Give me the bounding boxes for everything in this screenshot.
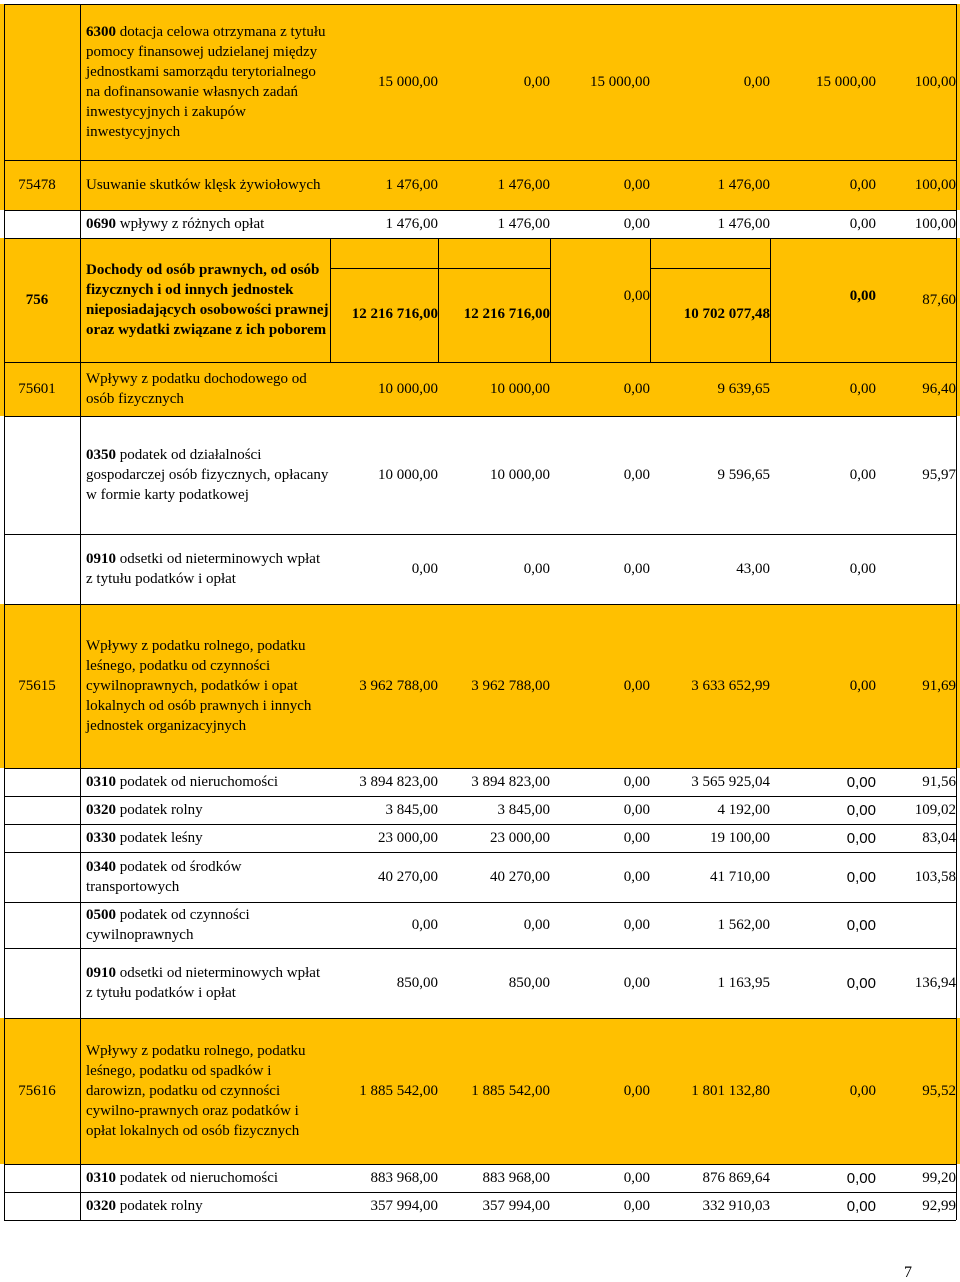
value-col-5: 0,00 (846, 916, 876, 934)
value-col-1: 3 894 823,00 (359, 773, 438, 790)
value-col-5: 0,00 (849, 288, 876, 304)
row-code: 75616 (18, 1082, 56, 1099)
value-col-2: 0,00 (523, 916, 550, 933)
grid-line (650, 238, 651, 362)
value-col-3: 0,00 (623, 1082, 650, 1099)
value-col-5: 0,00 (849, 176, 876, 193)
grid-line (4, 1018, 956, 1019)
table-row (0, 604, 960, 768)
value-col-3: 0,00 (623, 829, 650, 846)
value-col-2: 40 270,00 (490, 868, 550, 885)
value-col-1: 40 270,00 (378, 868, 438, 885)
value-col-5: 0,00 (849, 560, 876, 577)
grid-line (4, 160, 956, 161)
grid-line (4, 238, 956, 239)
value-col-5: 0,00 (846, 974, 876, 992)
row-code (0, 210, 74, 238)
table-row (0, 768, 960, 796)
value-col-3: 0,00 (623, 677, 650, 694)
value-col-6: 136,94 (914, 974, 956, 991)
value-col-2: 10 000,00 (490, 466, 550, 483)
value-col-4: 4 192,00 (717, 801, 770, 818)
table-row (0, 210, 960, 238)
grid-line (4, 796, 956, 797)
grid-line (956, 4, 957, 1220)
value-col-4: 10 702 077,48 (683, 306, 770, 322)
value-col-4: 1 163,95 (717, 974, 770, 991)
value-col-6: 103,58 (914, 868, 956, 885)
table-row (0, 362, 960, 416)
table-row (0, 852, 960, 902)
grid-line (4, 4, 956, 5)
value-col-2: 0,00 (523, 73, 550, 90)
grid-line (330, 268, 550, 269)
value-col-1: 850,00 (396, 974, 438, 991)
row-code: 756 (25, 291, 49, 308)
value-col-5: 0,00 (849, 677, 876, 694)
value-col-1: 3 845,00 (385, 801, 438, 818)
table-row (0, 1192, 960, 1220)
value-col-1: 1 885 542,00 (359, 1082, 438, 1099)
table-row (0, 1018, 960, 1164)
row-description: Dochody od osób prawnych, od osób fizycznych i od innych jednostek nieposiadających osobowości prawnej oraz wydatki związane z ich poborem (86, 262, 329, 338)
value-col-6: 100,00 (914, 73, 956, 90)
grid-line (4, 824, 956, 825)
value-col-3: 0,00 (623, 176, 650, 193)
value-col-4: 19 100,00 (710, 829, 770, 846)
grid-line (650, 268, 770, 269)
value-col-3: 0,00 (623, 466, 650, 483)
value-col-3: 0,00 (623, 916, 650, 933)
value-col-1: 12 216 716,00 (351, 306, 438, 322)
row-description: 0310 podatek od nieruchomości (86, 1170, 279, 1186)
row-code (0, 1164, 74, 1192)
row-description: 0330 podatek leśny (86, 830, 203, 846)
value-col-2: 1 476,00 (497, 215, 550, 232)
value-col-1: 23 000,00 (378, 829, 438, 846)
value-col-5: 0,00 (849, 215, 876, 232)
row-code (0, 796, 74, 824)
value-col-2: 23 000,00 (490, 829, 550, 846)
value-col-4: 876 869,64 (702, 1169, 770, 1186)
value-col-6: 91,69 (922, 677, 956, 694)
value-col-2: 10 000,00 (490, 380, 550, 397)
value-col-1: 883 968,00 (370, 1169, 438, 1186)
row-code (0, 1192, 74, 1220)
grid-line (4, 768, 956, 769)
value-col-6: 95,97 (922, 466, 956, 483)
value-col-4: 332 910,03 (702, 1197, 770, 1214)
grid-line (80, 4, 81, 1220)
grid-line (4, 534, 956, 535)
grid-line (4, 604, 956, 605)
value-col-4: 1 476,00 (717, 176, 770, 193)
row-description: Wpływy z podatku rolnego, podatku leśnego, podatku od spadków i darowizn, podatku od czynności cywilno-prawnych oraz podatków i opłat lokalnych od osób fizycznych (86, 1043, 306, 1139)
value-col-3: 0,00 (623, 288, 650, 304)
value-col-5: 0,00 (846, 773, 876, 791)
row-description: 0320 podatek rolny (86, 1198, 203, 1214)
value-col-1: 357 994,00 (370, 1197, 438, 1214)
value-col-5: 0,00 (846, 1197, 876, 1215)
value-col-4: 9 639,65 (717, 380, 770, 397)
row-code: 75478 (18, 176, 56, 193)
table-row (0, 902, 960, 948)
value-col-1: 3 962 788,00 (359, 677, 438, 694)
value-col-5: 15 000,00 (816, 73, 876, 90)
value-col-3: 0,00 (623, 380, 650, 397)
value-col-4: 0,00 (743, 73, 770, 90)
table-row (0, 796, 960, 824)
value-col-3: 0,00 (623, 773, 650, 790)
table-row (0, 824, 960, 852)
value-col-6: 100,00 (914, 176, 956, 193)
value-col-2: 1 476,00 (497, 176, 550, 193)
grid-line (770, 238, 771, 362)
grid-line (4, 362, 956, 363)
row-code (0, 416, 74, 534)
value-col-4: 9 596,65 (717, 466, 770, 483)
value-col-6: 92,99 (922, 1197, 956, 1214)
row-description: 0910 odsetki od nieterminowych wpłat z tytułu podatków i opłat (86, 965, 321, 1001)
row-description: 6300 dotacja celowa otrzymana z tytułu pomocy finansowej udzielanej między jednostkami samorządu terytorialnego na dofinansowanie własnych zadań inwestycyjnych i zakupów inwestycyjnych (86, 24, 326, 140)
value-col-1: 0,00 (411, 560, 438, 577)
value-col-4: 41 710,00 (710, 868, 770, 885)
value-col-6: 87,60 (922, 291, 956, 308)
value-col-6: 100,00 (914, 215, 956, 232)
value-col-5: 0,00 (846, 829, 876, 847)
value-col-4: 3 565 925,04 (691, 773, 770, 790)
value-col-3: 0,00 (623, 560, 650, 577)
value-col-2: 850,00 (508, 974, 550, 991)
row-description: 0310 podatek od nieruchomości (86, 774, 279, 790)
table-row (0, 948, 960, 1018)
row-code (0, 902, 74, 948)
row-code (0, 948, 74, 1018)
grid-line (330, 238, 331, 362)
grid-line (550, 238, 551, 362)
grid-line (4, 948, 956, 949)
table-row (0, 4, 960, 160)
row-code (0, 4, 74, 160)
row-description: 0340 podatek od środków transportowych (86, 859, 242, 895)
value-col-4: 1 476,00 (717, 215, 770, 232)
value-col-4: 1 801 132,80 (691, 1082, 770, 1099)
table-row (0, 160, 960, 210)
value-col-3: 15 000,00 (590, 73, 650, 90)
grid-line (4, 1192, 956, 1193)
value-col-5: 0,00 (846, 868, 876, 886)
value-col-3: 0,00 (623, 1197, 650, 1214)
row-description: 0320 podatek rolny (86, 802, 203, 818)
value-col-3: 0,00 (623, 215, 650, 232)
value-col-3: 0,00 (623, 868, 650, 885)
value-col-6 (876, 902, 956, 948)
value-col-6: 83,04 (922, 829, 956, 846)
row-code: 75601 (18, 380, 56, 397)
value-col-1: 10 000,00 (378, 466, 438, 483)
row-description: 0500 podatek od czynności cywilnoprawnych (86, 907, 250, 943)
value-col-5: 0,00 (849, 1082, 876, 1099)
page-number: 7 (904, 1264, 912, 1281)
value-col-1: 0,00 (411, 916, 438, 933)
table-row (0, 1164, 960, 1192)
grid-line (4, 1164, 956, 1165)
value-col-2: 3 894 823,00 (471, 773, 550, 790)
value-col-4: 43,00 (736, 560, 770, 577)
row-description: 0690 wpływy z różnych opłat (86, 216, 265, 232)
row-code (0, 534, 74, 604)
table-row (0, 534, 960, 604)
row-code (0, 852, 74, 902)
grid-line (438, 238, 439, 362)
value-col-3: 0,00 (623, 1169, 650, 1186)
value-col-2: 357 994,00 (482, 1197, 550, 1214)
row-description: 0910 odsetki od nieterminowych wpłat z tytułu podatków i opłat (86, 551, 321, 587)
value-col-1: 1 476,00 (385, 176, 438, 193)
grid-line (4, 1220, 956, 1221)
grid-line (4, 902, 956, 903)
grid-line (4, 416, 956, 417)
value-col-5: 0,00 (846, 1169, 876, 1187)
row-code (0, 824, 74, 852)
grid-line (4, 210, 956, 211)
table-row (0, 238, 960, 362)
row-description: 0350 podatek od działalności gospodarczej osób fizycznych, opłacany w formie karty podatkowej (86, 447, 329, 503)
value-col-4: 3 633 652,99 (691, 677, 770, 694)
row-description: Wpływy z podatku dochodowego od osób fizycznych (86, 371, 307, 407)
value-col-2: 1 885 542,00 (471, 1082, 550, 1099)
value-col-6: 96,40 (922, 380, 956, 397)
value-col-3: 0,00 (623, 974, 650, 991)
value-col-1: 10 000,00 (378, 380, 438, 397)
value-col-2: 3 845,00 (497, 801, 550, 818)
value-col-4: 1 562,00 (717, 916, 770, 933)
value-col-1: 1 476,00 (385, 215, 438, 232)
value-col-2: 883 968,00 (482, 1169, 550, 1186)
value-col-6 (876, 534, 956, 604)
value-col-5: 0,00 (846, 801, 876, 819)
value-col-2: 0,00 (523, 560, 550, 577)
value-col-2: 12 216 716,00 (463, 306, 550, 322)
row-description: Usuwanie skutków klęsk żywiołowych (86, 177, 321, 193)
value-col-3: 0,00 (623, 801, 650, 818)
value-col-2: 3 962 788,00 (471, 677, 550, 694)
row-description: Wpływy z podatku rolnego, podatku leśnego, podatku od czynności cywilnoprawnych, podatków i opat lokalnych od osób prawnych i innych jednostek organizacyjnych (86, 638, 312, 734)
value-col-6: 99,20 (922, 1169, 956, 1186)
value-col-5: 0,00 (849, 466, 876, 483)
row-code: 75615 (18, 677, 56, 694)
value-col-1: 15 000,00 (378, 73, 438, 90)
value-col-6: 95,52 (922, 1082, 956, 1099)
value-col-5: 0,00 (849, 380, 876, 397)
grid-line (4, 4, 5, 1220)
value-col-6: 91,56 (922, 773, 956, 790)
row-code (0, 768, 74, 796)
grid-line (4, 852, 956, 853)
value-col-6: 109,02 (914, 801, 956, 818)
table-row (0, 416, 960, 534)
